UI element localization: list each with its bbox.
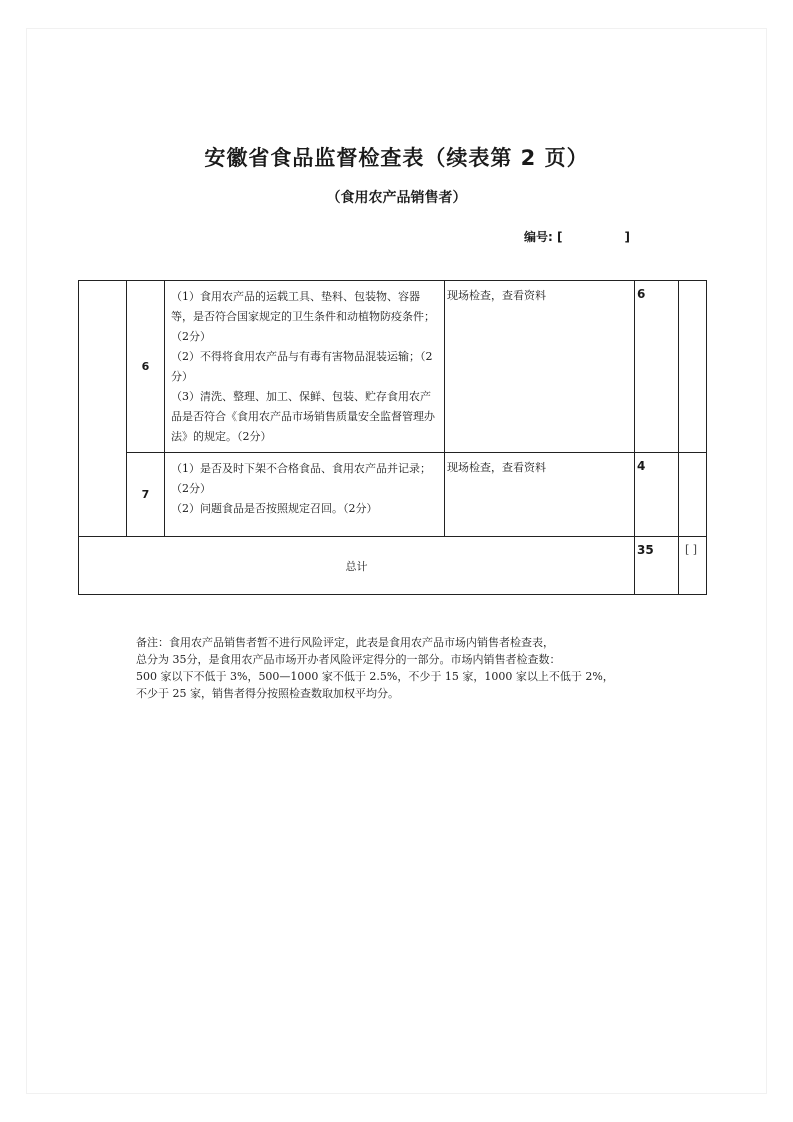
requirement-text: （1）是否及时下架不合格食品、食用农产品并记录；（2分） [171,462,431,495]
method-cell [445,453,635,537]
requirements-cell [165,453,445,537]
category-cell [79,281,127,537]
score-cell [635,453,679,537]
remarks-line: 总分为 35分，是食用农产品市场开办者风险评定得分的一部分。市场内销售者检查数： [136,653,561,666]
total-result-cell[interactable] [679,537,707,595]
requirement-text: （2）问题食品是否按照规定召回。（2分） [171,502,378,515]
item-number: 7 [127,453,165,537]
result-cell[interactable] [679,453,707,537]
remarks [136,634,676,702]
remarks-line: 不少于 25 家，销售者得分按照检查数取加权平均分。 [136,687,399,700]
requirement-text: （1）食用农产品的运载工具、垫料、包装物、容器等，是否符合国家规定的卫生条件和动植物防疫条件；（2分） [171,290,435,343]
score-value: 6 [637,287,646,301]
result-cell[interactable] [679,281,707,453]
method-text: 现场检查，查看资料 [447,289,546,302]
total-row [79,537,707,595]
serial-open-bracket: [ [557,230,563,244]
inspection-table [78,280,707,595]
serial-label: 编号: [524,230,553,244]
remarks-line: 备注：食用农产品销售者暂不进行风险评定，此表是食用农产品市场内销售者检查表， [136,636,554,649]
total-score-cell [635,537,679,595]
method-text: 现场检查，查看资料 [447,461,546,474]
total-bracket: [ ] [685,543,698,556]
item-number: 6 [127,281,165,453]
total-score: 35 [637,543,654,557]
document-subtitle: （食用农产品销售者） [326,190,467,206]
table-row [79,453,707,537]
total-label: 总计 [79,537,635,595]
serial-number [524,228,630,245]
serial-close-bracket: ] [624,230,630,244]
score-cell [635,281,679,453]
score-value: 4 [637,459,646,473]
document-title: 安徽省食品监督检查表（续表第 2 页） [204,146,589,170]
requirement-text: （2）不得将食用农产品与有毒有害物品混装运输；（2分） [171,350,433,383]
requirements-cell [165,281,445,453]
method-cell [445,281,635,453]
remarks-line: 500 家以下不低于 3%，500—1000 家不低于 2.5%，不少于 15 家，1000 家以上不低于 2%， [136,670,614,683]
table-row [79,281,707,453]
requirement-text: （3）清洗、整理、加工、保鲜、包装、贮存食用农产品是否符合《食用农产品市场销售质量安全监督管理办法》的规定。（2分） [171,390,435,443]
